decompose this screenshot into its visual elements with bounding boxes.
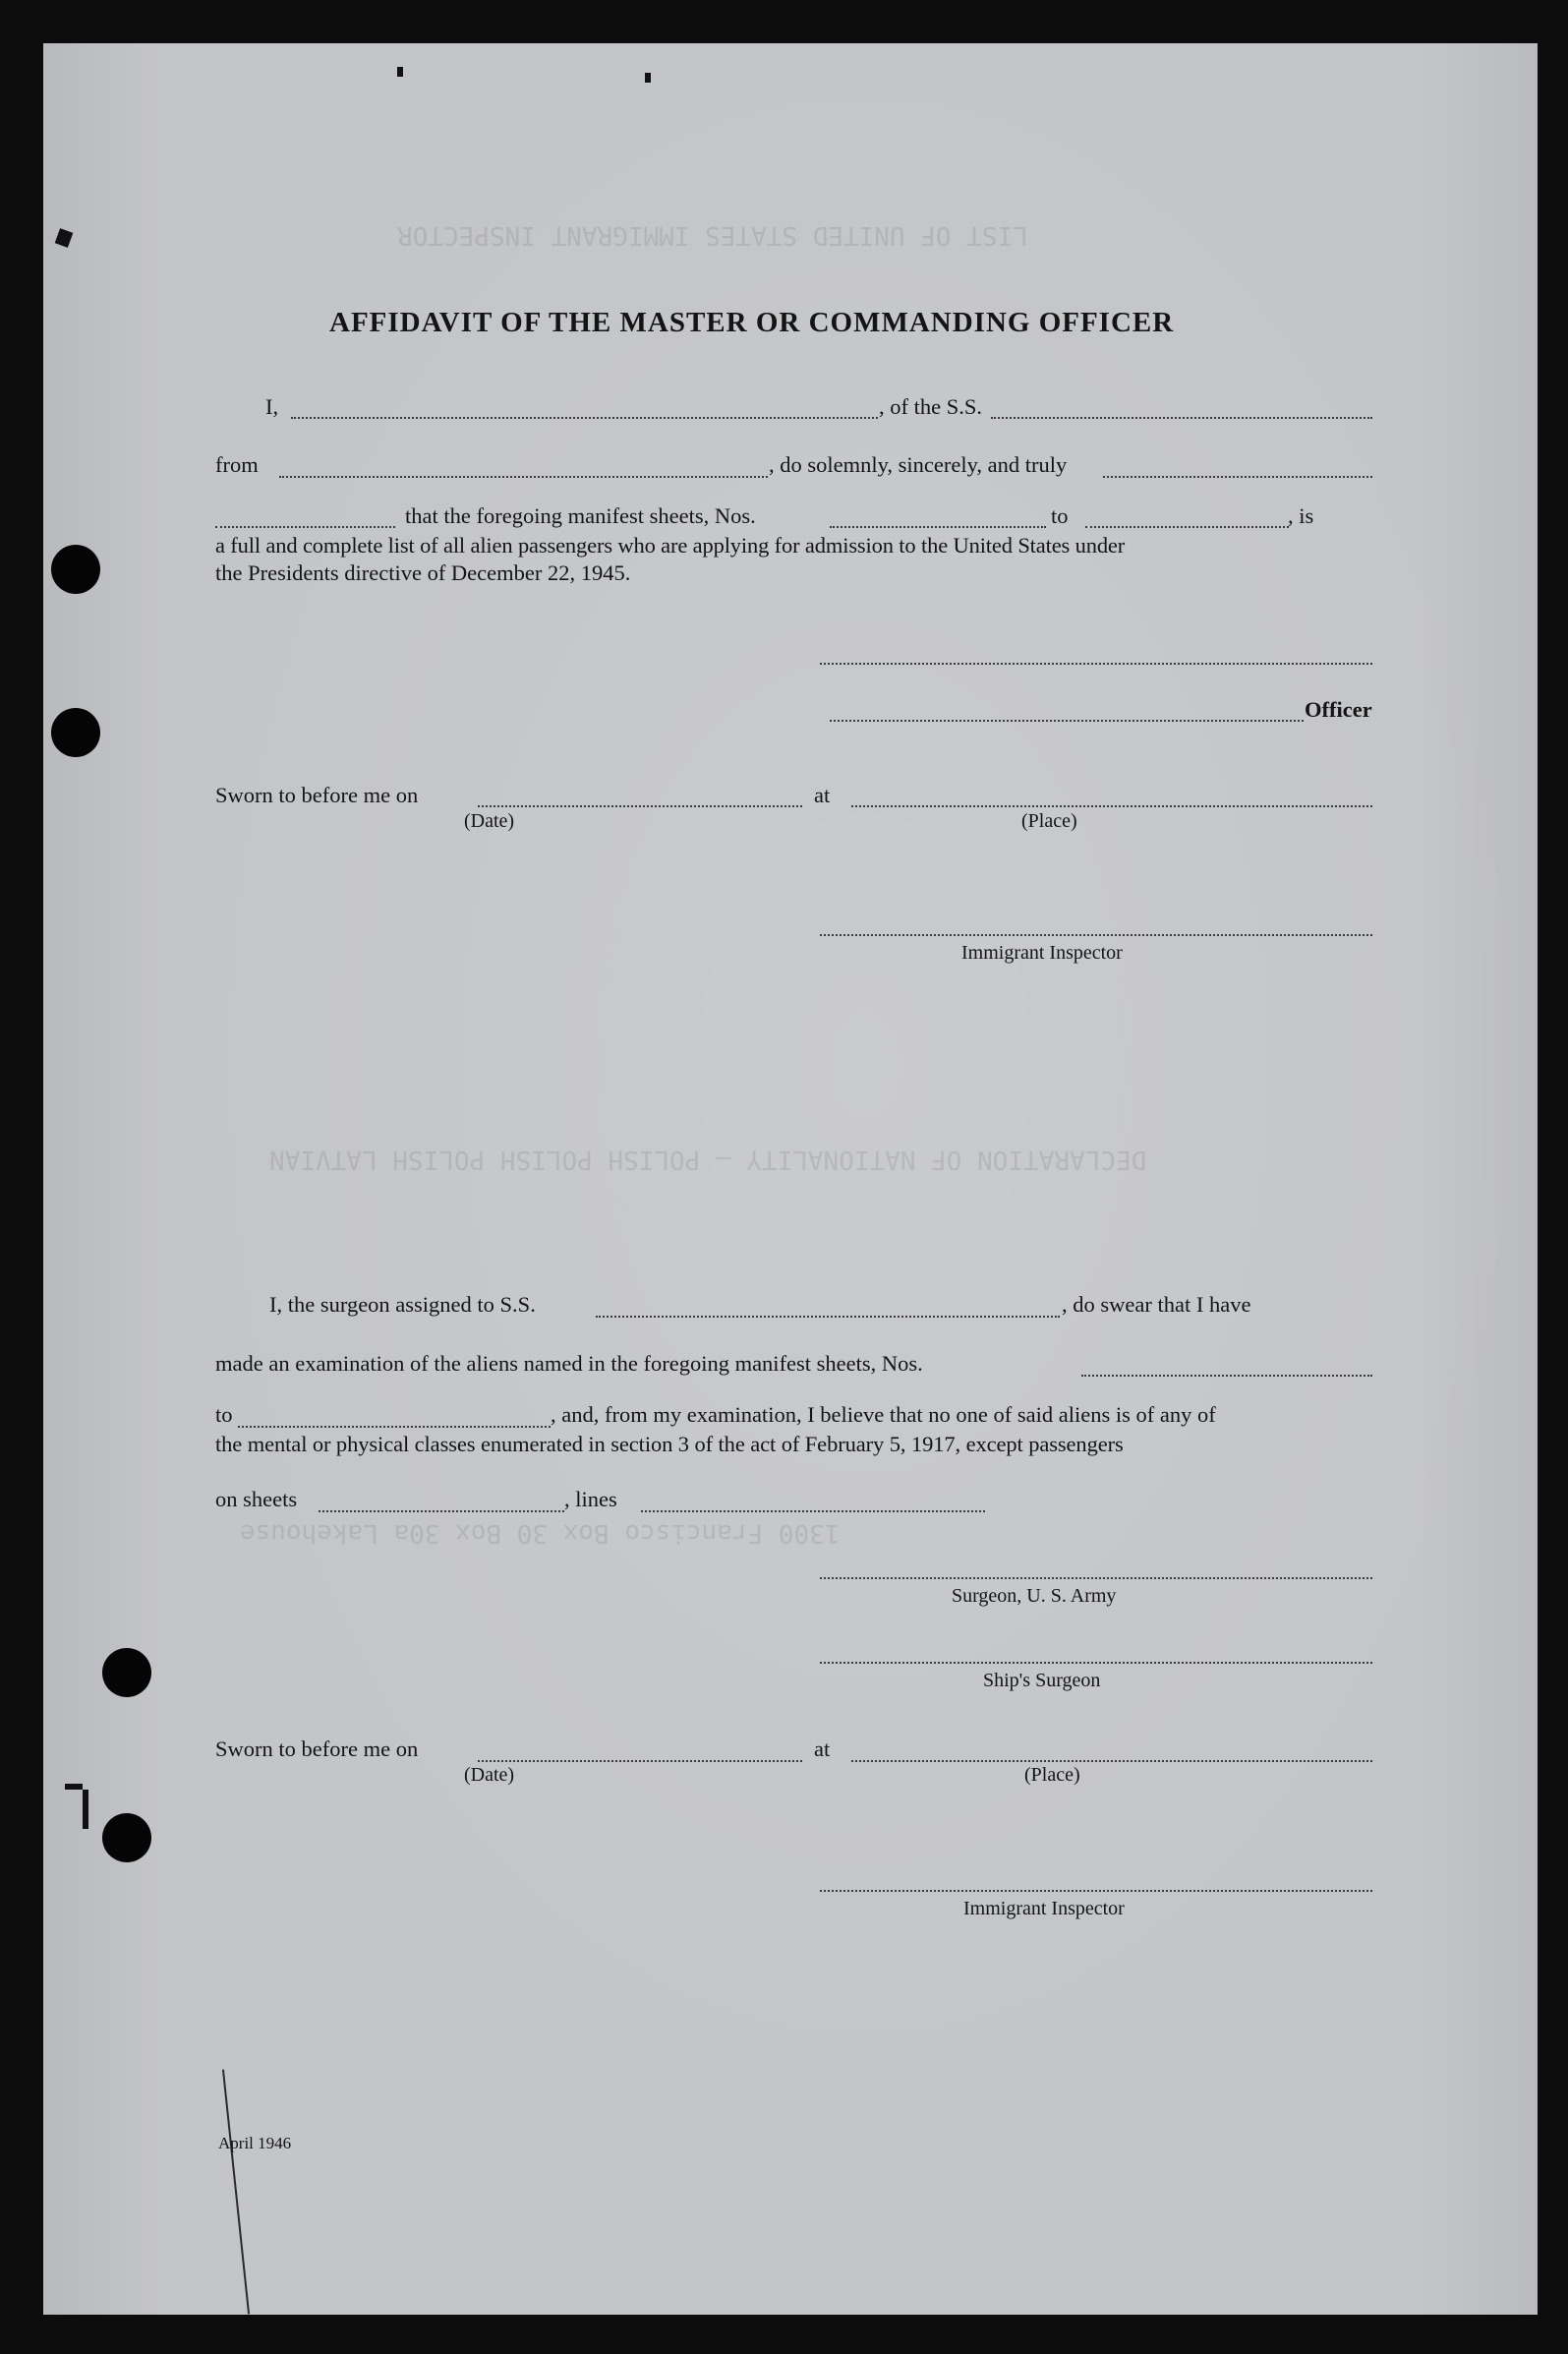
ship-surgeon-label: Ship's Surgeon [983,1670,1101,1691]
inspector-signature-line[interactable] [820,934,1372,936]
sheet-from-field[interactable] [830,526,1046,528]
line3-to: to [1051,503,1069,528]
line2-swear: , do solemnly, sincerely, and truly [769,452,1068,477]
sheet-to-field[interactable] [1085,526,1289,528]
surgeon-line1: I, the surgeon assigned to S.S. [269,1292,536,1317]
ink-mark [645,73,651,83]
surgeon-line2: made an examination of the aliens named in the foregoing manifest sheets, Nos. [215,1351,923,1376]
sworn-label: Sworn to before me on [215,783,419,807]
inspector-label: Immigrant Inspector [961,942,1123,964]
line1-i: I, [265,394,279,419]
punch-hole [51,708,100,757]
officer-label: Officer [1305,697,1372,722]
army-surgeon-label: Surgeon, U. S. Army [952,1585,1117,1607]
ink-mark [65,1784,83,1790]
inspector-label-2: Immigrant Inspector [963,1898,1125,1919]
surgeon-sheet-from-field[interactable] [1081,1375,1372,1377]
place-label: (Place) [1021,810,1077,832]
at-label: at [814,783,831,807]
bleed-through-text: DECLARATION OF NATIONALITY — POLISH POLISH POLISH LATVIAN [269,1145,1147,1174]
punch-hole [102,1648,151,1697]
surgeon-line3-rest: , and, from my examination, I believe that no one of said aliens is of any of [551,1402,1216,1427]
army-surgeon-signature-line[interactable] [820,1577,1372,1579]
inspector-signature-line-2[interactable] [820,1890,1372,1892]
sworn-date-field[interactable] [478,805,802,807]
surgeon-line4: the mental or physical classes enumerated in section 3 of the act of February 5, 1917, except passengers [215,1432,1124,1456]
surgeon-line1-end: , do swear that I have [1062,1292,1251,1317]
place-label-2: (Place) [1024,1764,1080,1786]
line1-ss: , of the S.S. [879,394,983,419]
surgeon-ship-field[interactable] [596,1316,1060,1318]
paper-crease [222,2070,250,2315]
port-from-field[interactable] [279,476,768,478]
officer-signature-line1[interactable] [820,663,1372,665]
ink-mark [397,67,403,77]
sworn-label-2: Sworn to before me on [215,1736,419,1761]
surgeon-line5-sheets: on sheets [215,1487,298,1511]
surgeon-sheet-to-field[interactable] [238,1426,551,1428]
except-lines-field[interactable] [641,1510,985,1512]
document-page [43,43,1538,2315]
ship-name-field[interactable] [991,417,1372,419]
sworn-date-field-2[interactable] [478,1760,802,1762]
date-label: (Date) [464,810,515,832]
surgeon-line3-to: to [215,1402,233,1427]
ink-mark [55,228,74,248]
line2-from: from [215,452,259,477]
ship-surgeon-signature-line[interactable] [820,1662,1372,1664]
surgeon-line5-lines: , lines [564,1487,617,1511]
oath-field[interactable] [1103,476,1372,478]
punch-hole [102,1813,151,1862]
bleed-through-text: 1300 Francisco Box 30 Box 30a Lakehouse [240,1518,841,1548]
master-name-field[interactable] [291,417,878,419]
line3-text: that the foregoing manifest sheets, Nos. [405,503,756,528]
sworn-place-field[interactable] [851,805,1372,807]
punch-hole [51,545,100,594]
affidavit-line5: the Presidents directive of December 22, 1945. [215,560,631,585]
affidavit-line4: a full and complete list of all alien passengers who are applying for admission to the United States under [215,533,1126,558]
sworn-place-field-2[interactable] [851,1760,1372,1762]
except-sheets-field[interactable] [319,1510,564,1512]
ink-mark [83,1790,88,1829]
bleed-through-text: LIST OF UNITED STATES IMMIGRANT INSPECTOR [397,220,1028,250]
officer-signature-line2[interactable] [830,720,1304,722]
form-date: April 1946 [218,2134,292,2152]
line3-is: , is [1288,503,1314,528]
date-label-2: (Date) [464,1764,515,1786]
oath-continuation-field[interactable] [215,526,395,528]
at-label-2: at [814,1736,831,1761]
affidavit-title: AFFIDAVIT OF THE MASTER OR COMMANDING OFFICER [329,307,1175,338]
